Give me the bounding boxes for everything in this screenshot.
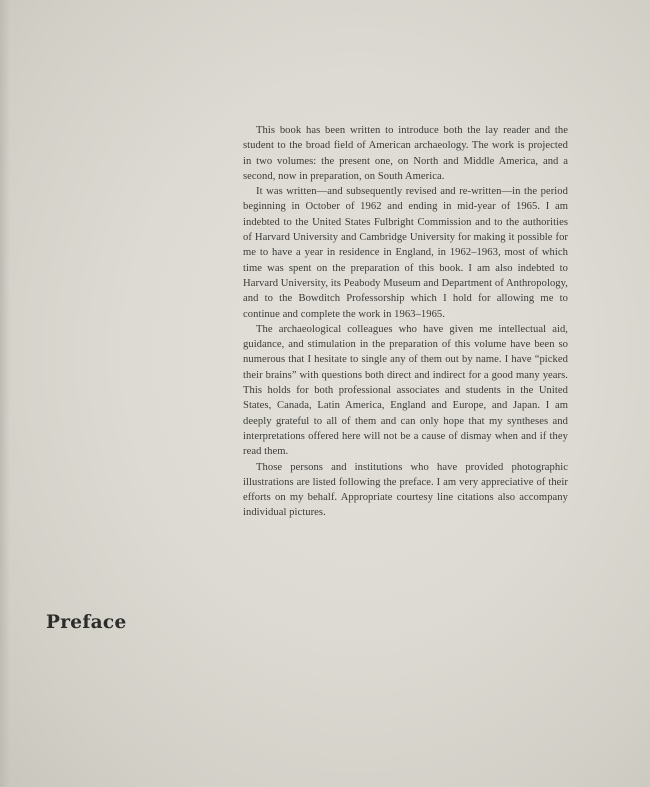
paragraph-3: The archaeological colleagues who have given me intellectual aid, guidance, and stimulation in the preparation of this volume have been so numerous that I hesitate to single any of them out by name. I have “picked their brains” with questions both direct and indirect for a good many years. This holds for both professional associates and students in the United States, Canada, Latin America, England and Europe, and Japan. I am deeply grateful to all of them and can only hope that my syntheses and interpretations offered here will not be a cause of dismay when and if they read them.: [243, 323, 568, 458]
paragraph-4: Those persons and institutions who have provided photographic illustrations are listed following the preface. I am very appreciative of their efforts on my behalf. Appropriate courtesy line citations also accompany individual pictures.: [243, 461, 568, 519]
page-title: Preface: [46, 612, 127, 633]
paragraph-2: It was written—and subsequently revised and re-written—in the period beginning in October of 1962 and ending in mid-year of 1965. I am indebted to the United States Fulbright Commission and to the authorities of Harvard University and Cambridge University for making it possible for me to have a year in residence in England, in 1962–1963, most of which time was spent on the preparation of this book. I am also indebted to Harvard University, its Peabody Museum and Department of Anthropology, and to the Bowditch Professorship which I hold for allowing me to continue and complete the work in 1963–1965.: [243, 186, 568, 320]
page-edge-shadow: [0, 0, 10, 787]
preface-body: [243, 123, 568, 521]
paragraph-1: This book has been written to introduce both the lay reader and the student to the broad field of American archaeology. The work is projected in two volumes: the present one, on North and Middle America, and a second, now in preparation, on South America.: [243, 125, 568, 182]
